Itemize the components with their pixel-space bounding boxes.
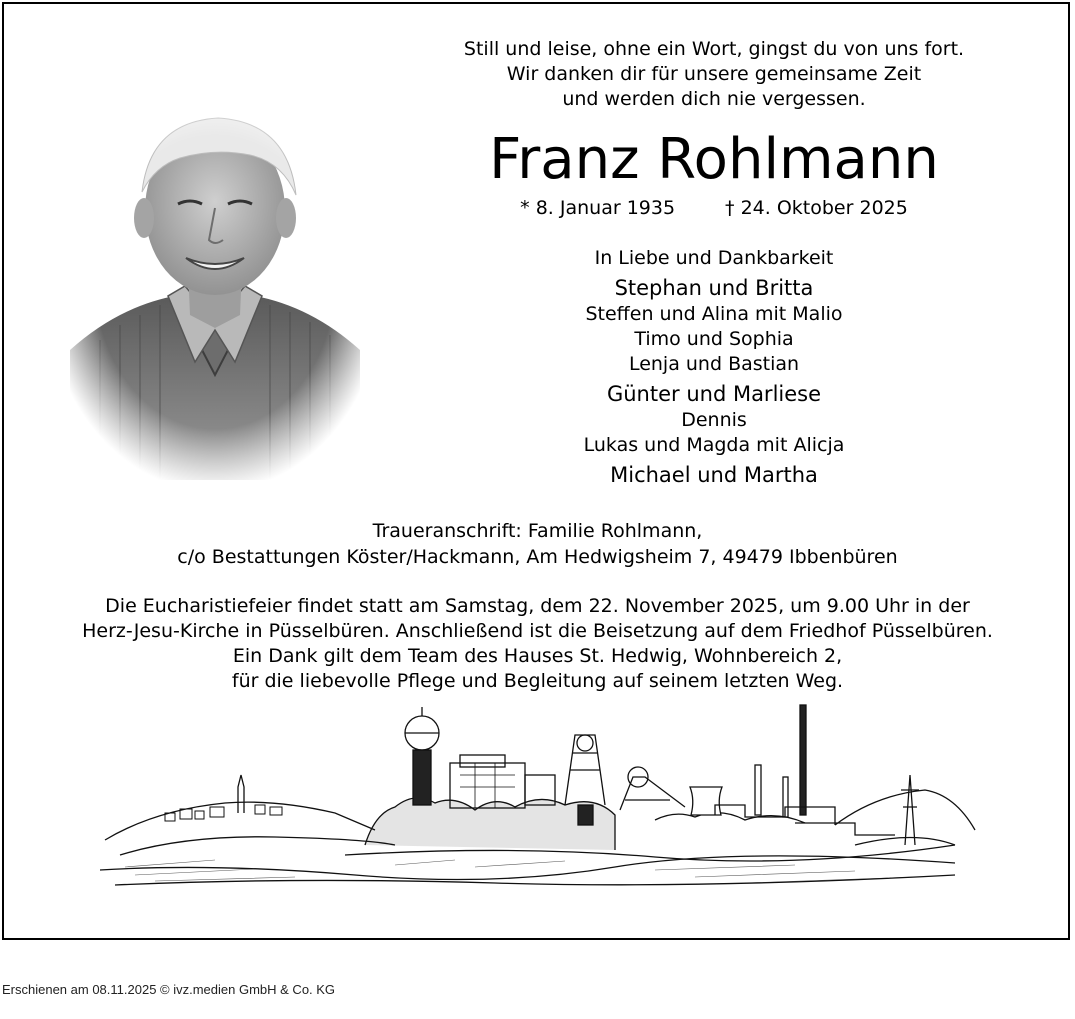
mourner-group-head: Michael und Martha bbox=[610, 463, 818, 487]
mourner-group bbox=[404, 275, 1024, 377]
address-line: c/o Bestattungen Köster/Hackmann, Am Hedwigsheim 7, 49479 Ibbenbüren bbox=[177, 546, 898, 568]
birth-date: * 8. Januar 1935 bbox=[520, 197, 676, 219]
publication-footer: Erschienen am 08.11.2025 © ivz.medien GmbH & Co. KG bbox=[2, 982, 336, 997]
service-line: Die Eucharistiefeier findet statt am Samstag, dem 22. November 2025, um 9.00 Uhr in der bbox=[105, 595, 970, 617]
service-line: Herz-Jesu-Kirche in Püsselbüren. Anschließend ist die Beisetzung auf dem Friedhof Püsselbüren. bbox=[82, 620, 993, 642]
address-line: Traueranschrift: Familie Rohlmann, bbox=[372, 520, 703, 542]
deceased-name: Franz Rohlmann bbox=[489, 127, 939, 192]
mourners-list bbox=[404, 245, 1024, 493]
service-line: Ein Dank gilt dem Team des Hauses St. Hedwig, Wohnbereich 2, bbox=[232, 645, 843, 667]
verse-line: Wir danken dir für unsere gemeinsame Zeit bbox=[506, 63, 922, 85]
mourner-member: Lenja und Bastian bbox=[628, 353, 800, 375]
mourner-group-head: Günter und Marliese bbox=[606, 382, 822, 406]
skyline-sketch bbox=[95, 695, 980, 900]
mourner-group bbox=[404, 381, 1024, 458]
mourning-address bbox=[0, 518, 1075, 570]
portrait-photo bbox=[60, 100, 370, 480]
mourners-intro: In Liebe und Dankbarkeit bbox=[594, 247, 834, 269]
verse-line: Still und leise, ohne ein Wort, gingst du von uns fort. bbox=[463, 38, 965, 60]
mourner-group bbox=[404, 462, 1024, 489]
mourner-member: Lukas und Magda mit Alicja bbox=[583, 434, 845, 456]
verse-line: und werden dich nie vergessen. bbox=[562, 88, 866, 110]
mourner-group-head: Stephan und Britta bbox=[614, 276, 814, 300]
mourner-member: Timo und Sophia bbox=[634, 328, 794, 350]
death-date: † 24. Oktober 2025 bbox=[725, 197, 908, 219]
life-dates bbox=[404, 196, 1024, 220]
service-line: für die liebevolle Pflege und Begleitung auf seinem letzten Weg. bbox=[231, 670, 844, 692]
mourner-member: Steffen und Alina mit Malio bbox=[585, 303, 843, 325]
mourner-member: Dennis bbox=[681, 409, 747, 431]
service-info bbox=[0, 594, 1075, 694]
verse bbox=[404, 37, 1024, 112]
